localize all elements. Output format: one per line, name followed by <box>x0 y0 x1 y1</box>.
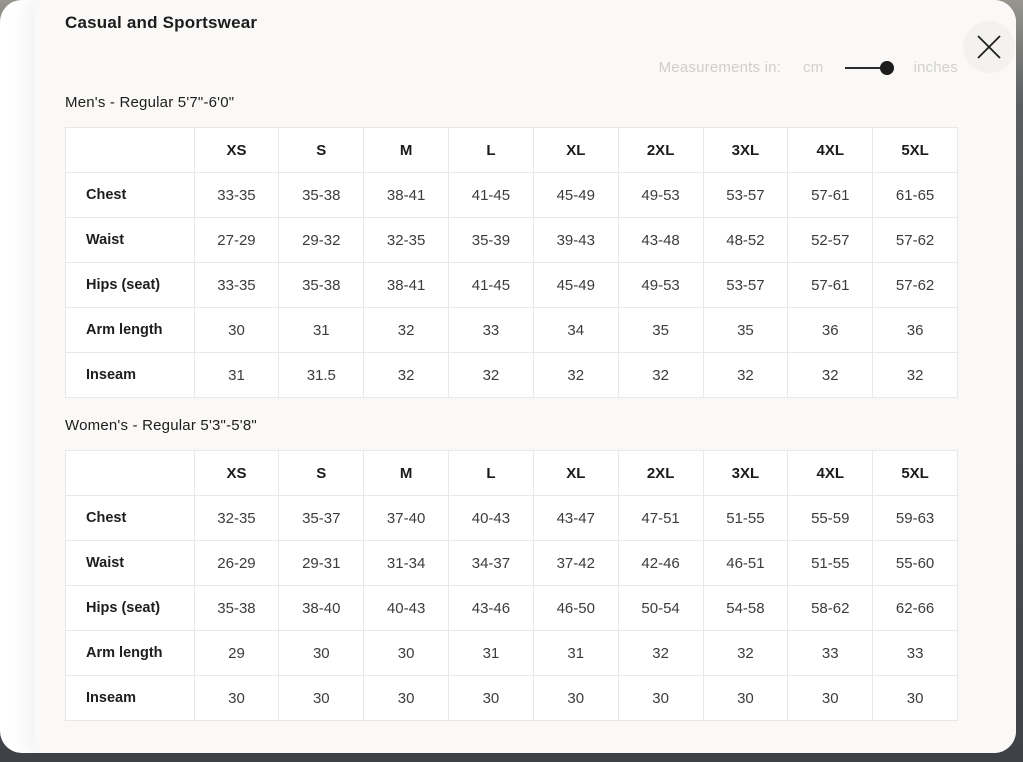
unit-cm-label[interactable]: cm <box>803 59 824 76</box>
measurement-label: Inseam <box>66 353 195 398</box>
measurement-label: Hips (seat) <box>66 263 195 308</box>
measurement-value: 42-46 <box>618 541 703 586</box>
measurement-value: 53-57 <box>703 173 788 218</box>
measurement-value: 36 <box>873 308 958 353</box>
table-corner-cell <box>66 128 195 173</box>
measurement-value: 32 <box>873 353 958 398</box>
size-guide-modal <box>35 0 1016 753</box>
measurement-value: 41-45 <box>449 173 534 218</box>
size-column-header: M <box>364 451 449 496</box>
measurement-value: 35-38 <box>194 586 279 631</box>
measurement-value: 49-53 <box>618 263 703 308</box>
measurement-value: 33-35 <box>194 173 279 218</box>
measurement-value: 29 <box>194 631 279 676</box>
measurement-label: Waist <box>66 218 195 263</box>
size-column-header: S <box>279 451 364 496</box>
measurement-value: 30 <box>194 308 279 353</box>
measurement-value: 34-37 <box>449 541 534 586</box>
size-column-header: L <box>449 128 534 173</box>
table-row <box>66 263 958 308</box>
size-column-header: 2XL <box>618 451 703 496</box>
measurement-value: 37-40 <box>364 496 449 541</box>
table-row <box>66 496 958 541</box>
section-heading: Women's - Regular 5'3"-5'8" <box>65 417 257 434</box>
measurement-value: 32 <box>703 631 788 676</box>
size-column-header: 4XL <box>788 128 873 173</box>
table-corner-cell <box>66 451 195 496</box>
measurement-value: 30 <box>364 676 449 721</box>
measurement-value: 38-41 <box>364 173 449 218</box>
size-column-header: 3XL <box>703 128 788 173</box>
measurement-value: 55-59 <box>788 496 873 541</box>
measurement-value: 45-49 <box>533 173 618 218</box>
size-tables <box>65 94 958 721</box>
size-column-header: S <box>279 128 364 173</box>
measurement-value: 35-38 <box>279 263 364 308</box>
measurement-value: 33-35 <box>194 263 279 308</box>
measurement-value: 31 <box>533 631 618 676</box>
measurement-value: 31.5 <box>279 353 364 398</box>
section-heading: Men's - Regular 5'7"-6'0" <box>65 94 235 111</box>
measurement-value: 32 <box>449 353 534 398</box>
measurement-value: 30 <box>279 631 364 676</box>
table-header-row <box>66 128 958 173</box>
measurement-value: 34 <box>533 308 618 353</box>
measurement-value: 32 <box>618 631 703 676</box>
measurement-value: 32 <box>703 353 788 398</box>
measurement-value: 31 <box>449 631 534 676</box>
measurement-value: 30 <box>279 676 364 721</box>
measurement-value: 31 <box>194 353 279 398</box>
measurement-value: 33 <box>788 631 873 676</box>
measurement-value: 57-61 <box>788 263 873 308</box>
measurement-value: 45-49 <box>533 263 618 308</box>
measurement-value: 29-31 <box>279 541 364 586</box>
measurement-value: 30 <box>788 676 873 721</box>
measurement-value: 32 <box>788 353 873 398</box>
unit-toggle[interactable] <box>845 61 891 75</box>
size-column-header: 4XL <box>788 451 873 496</box>
measurement-value: 30 <box>194 676 279 721</box>
measurement-label: Waist <box>66 541 195 586</box>
table-row <box>66 308 958 353</box>
measurement-value: 59-63 <box>873 496 958 541</box>
measurement-value: 57-62 <box>873 263 958 308</box>
size-column-header: 5XL <box>873 128 958 173</box>
size-column-header: 2XL <box>618 128 703 173</box>
measurement-label: Arm length <box>66 308 195 353</box>
measurement-value: 51-55 <box>703 496 788 541</box>
measurement-value: 52-57 <box>788 218 873 263</box>
measurement-value: 46-50 <box>533 586 618 631</box>
measurement-value: 54-58 <box>703 586 788 631</box>
measurement-value: 51-55 <box>788 541 873 586</box>
measurement-value: 36 <box>788 308 873 353</box>
modal-title: Casual and Sportswear <box>65 13 258 32</box>
measurement-value: 61-65 <box>873 173 958 218</box>
measurement-value: 30 <box>873 676 958 721</box>
measurement-value: 32 <box>618 353 703 398</box>
table-row <box>66 676 958 721</box>
measurement-value: 53-57 <box>703 263 788 308</box>
measurement-value: 46-51 <box>703 541 788 586</box>
measurement-value: 33 <box>449 308 534 353</box>
table-row <box>66 353 958 398</box>
measurement-value: 32 <box>364 308 449 353</box>
measurement-value: 48-52 <box>703 218 788 263</box>
measurement-value: 35 <box>618 308 703 353</box>
close-icon <box>976 34 1002 60</box>
measurement-value: 57-62 <box>873 218 958 263</box>
table-row <box>66 586 958 631</box>
table-row <box>66 173 958 218</box>
measurement-value: 37-42 <box>533 541 618 586</box>
size-column-header: XS <box>194 128 279 173</box>
units-label: Measurements in: <box>658 59 782 76</box>
size-column-header: M <box>364 128 449 173</box>
size-column-header: XL <box>533 128 618 173</box>
measurement-value: 30 <box>533 676 618 721</box>
size-table <box>65 127 958 398</box>
measurement-value: 62-66 <box>873 586 958 631</box>
measurement-value: 43-48 <box>618 218 703 263</box>
measurement-value: 35-39 <box>449 218 534 263</box>
measurement-value: 57-61 <box>788 173 873 218</box>
size-table <box>65 450 958 721</box>
measurement-label: Chest <box>66 496 195 541</box>
measurement-value: 38-41 <box>364 263 449 308</box>
measurement-value: 31-34 <box>364 541 449 586</box>
measurement-value: 47-51 <box>618 496 703 541</box>
size-column-header: XL <box>533 451 618 496</box>
measurement-value: 32-35 <box>194 496 279 541</box>
measurement-value: 32-35 <box>364 218 449 263</box>
measurement-value: 30 <box>364 631 449 676</box>
measurement-value: 31 <box>279 308 364 353</box>
table-row <box>66 218 958 263</box>
measurement-value: 50-54 <box>618 586 703 631</box>
measurement-value: 30 <box>618 676 703 721</box>
measurement-value: 32 <box>364 353 449 398</box>
measurement-value: 38-40 <box>279 586 364 631</box>
measurement-value: 39-43 <box>533 218 618 263</box>
measurement-value: 40-43 <box>364 586 449 631</box>
measurement-value: 35 <box>703 308 788 353</box>
measurement-value: 35-38 <box>279 173 364 218</box>
measurement-value: 43-47 <box>533 496 618 541</box>
measurement-value: 43-46 <box>449 586 534 631</box>
size-column-header: XS <box>194 451 279 496</box>
measurement-value: 58-62 <box>788 586 873 631</box>
measurement-value: 30 <box>449 676 534 721</box>
measurement-label: Chest <box>66 173 195 218</box>
measurement-value: 29-32 <box>279 218 364 263</box>
measurement-value: 55-60 <box>873 541 958 586</box>
unit-toggle-knob[interactable] <box>880 61 894 75</box>
measurement-value: 35-37 <box>279 496 364 541</box>
table-row <box>66 541 958 586</box>
size-column-header: 5XL <box>873 451 958 496</box>
close-button[interactable] <box>963 21 1015 73</box>
measurement-label: Arm length <box>66 631 195 676</box>
measurement-value: 41-45 <box>449 263 534 308</box>
size-column-header: L <box>449 451 534 496</box>
table-header-row <box>66 451 958 496</box>
measurement-value: 33 <box>873 631 958 676</box>
size-column-header: 3XL <box>703 451 788 496</box>
measurement-value: 40-43 <box>449 496 534 541</box>
unit-inches-label[interactable]: inches <box>913 59 958 76</box>
measurement-value: 30 <box>703 676 788 721</box>
measurement-label: Hips (seat) <box>66 586 195 631</box>
measurement-value: 26-29 <box>194 541 279 586</box>
measurement-value: 49-53 <box>618 173 703 218</box>
measurement-value: 27-29 <box>194 218 279 263</box>
units-row <box>659 59 958 76</box>
measurement-label: Inseam <box>66 676 195 721</box>
table-row <box>66 631 958 676</box>
measurement-value: 32 <box>533 353 618 398</box>
